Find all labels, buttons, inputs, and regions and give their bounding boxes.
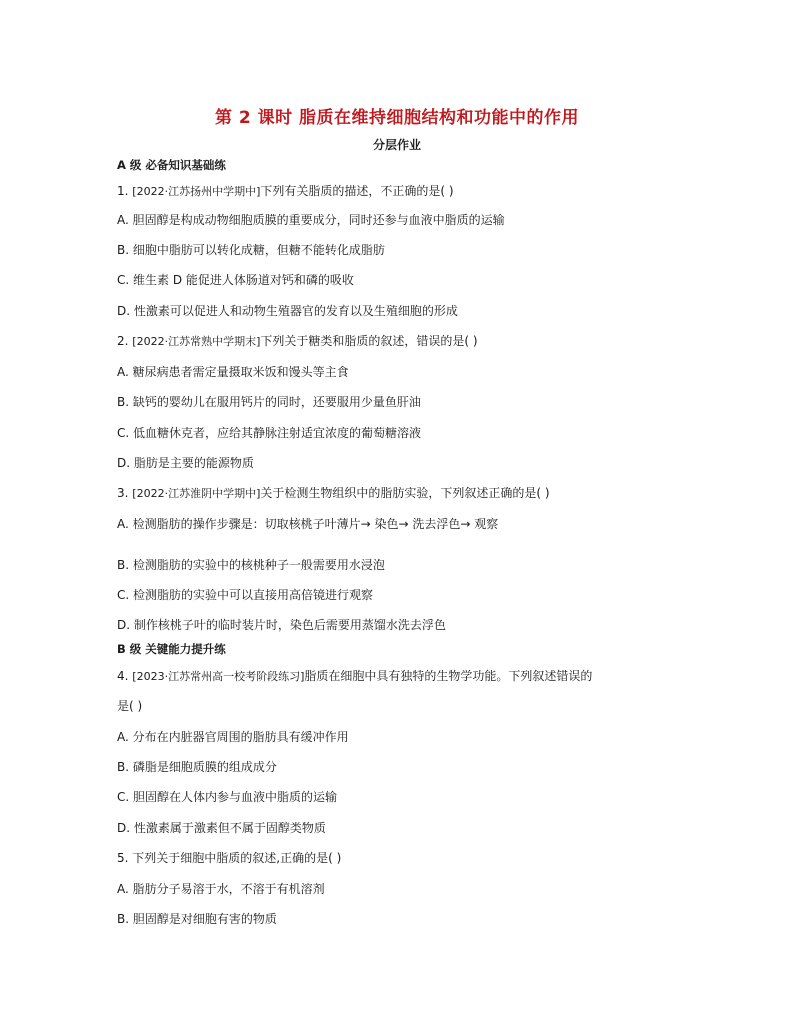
option: A. 分布在内脏器官周围的脂肪具有缓冲作用	[117, 730, 349, 744]
section-a-heading: A 级 必备知识基础练	[117, 158, 226, 172]
option: A. 糖尿病患者需定量摄取米饭和馒头等主食	[117, 365, 349, 379]
question-source: [2023·江苏常州高一校考阶段练习]	[132, 670, 305, 683]
option: C. 维生素 D 能促进人体肠道对钙和磷的吸收	[117, 273, 354, 287]
question-stem-continued: 是( )	[117, 699, 143, 713]
option: B. 细胞中脂肪可以转化成糖，但糖不能转化成脂肪	[117, 243, 385, 257]
option: D. 性激素可以促进人和动物生殖器官的发育以及生殖细胞的形成	[117, 304, 458, 318]
option: A. 检测脂肪的操作步骤是：切取核桃子叶薄片→ 染色→ 洗去浮色→ 观察	[117, 517, 499, 531]
question-stem: 下列有关脂质的描述，不正确的是( )	[260, 184, 454, 198]
question-source: [2022·江苏扬州中学期中]	[132, 185, 261, 198]
question-stem: 脂质在细胞中具有独特的生物学功能。下列叙述错误的	[304, 669, 593, 683]
question-3	[117, 485, 550, 502]
question-source: [2022·江苏常熟中学期末]	[132, 335, 261, 348]
option: B. 胆固醇是对细胞有害的物质	[117, 912, 277, 926]
question-number: 2.	[117, 334, 129, 348]
option: A. 脂肪分子易溶于水，不溶于有机溶剂	[117, 882, 325, 896]
option: B. 缺钙的婴幼儿在服用钙片的同时，还要服用少量鱼肝油	[117, 395, 421, 409]
option: A. 胆固醇是构成动物细胞质膜的重要成分，同时还参与血液中脂质的运输	[117, 213, 505, 227]
option: B. 磷脂是细胞质膜的组成成分	[117, 760, 277, 774]
option: D. 脂肪是主要的能源物质	[117, 456, 254, 470]
question-number: 3.	[117, 486, 129, 500]
option: B. 检测脂肪的实验中的核桃种子一般需要用水浸泡	[117, 558, 385, 572]
question-4	[117, 668, 592, 685]
question-number: 5.	[117, 851, 129, 865]
question-5	[117, 850, 341, 866]
option: D. 性激素属于激素但不属于固醇类物质	[117, 821, 326, 835]
option: C. 检测脂肪的实验中可以直接用高倍镜进行观察	[117, 588, 374, 602]
option: D. 制作核桃子叶的临时装片时，染色后需要用蒸馏水洗去浮色	[117, 618, 446, 632]
question-stem: 下列关于细胞中脂质的叙述,正确的是( )	[132, 851, 342, 865]
question-number: 4.	[117, 669, 129, 683]
question-stem: 下列关于糖类和脂质的叙述，错误的是( )	[260, 334, 478, 348]
question-source: [2022·江苏淮阴中学期中]	[132, 487, 261, 500]
option: C. 低血糖休克者，应给其静脉注射适宜浓度的葡萄糖溶液	[117, 426, 422, 440]
question-stem: 关于检测生物组织中的脂肪实验，下列叙述正确的是( )	[260, 486, 550, 500]
section-b-heading: B 级 关键能力提升练	[117, 642, 226, 656]
page-subtitle: 分层作业	[372, 138, 421, 152]
question-2	[117, 333, 478, 350]
option: C. 胆固醇在人体内参与血液中脂质的运输	[117, 790, 338, 804]
page-title: 第 2 课时 脂质在维持细胞结构和功能中的作用	[214, 108, 580, 128]
question-1	[117, 183, 454, 200]
question-number: 1.	[117, 184, 129, 198]
